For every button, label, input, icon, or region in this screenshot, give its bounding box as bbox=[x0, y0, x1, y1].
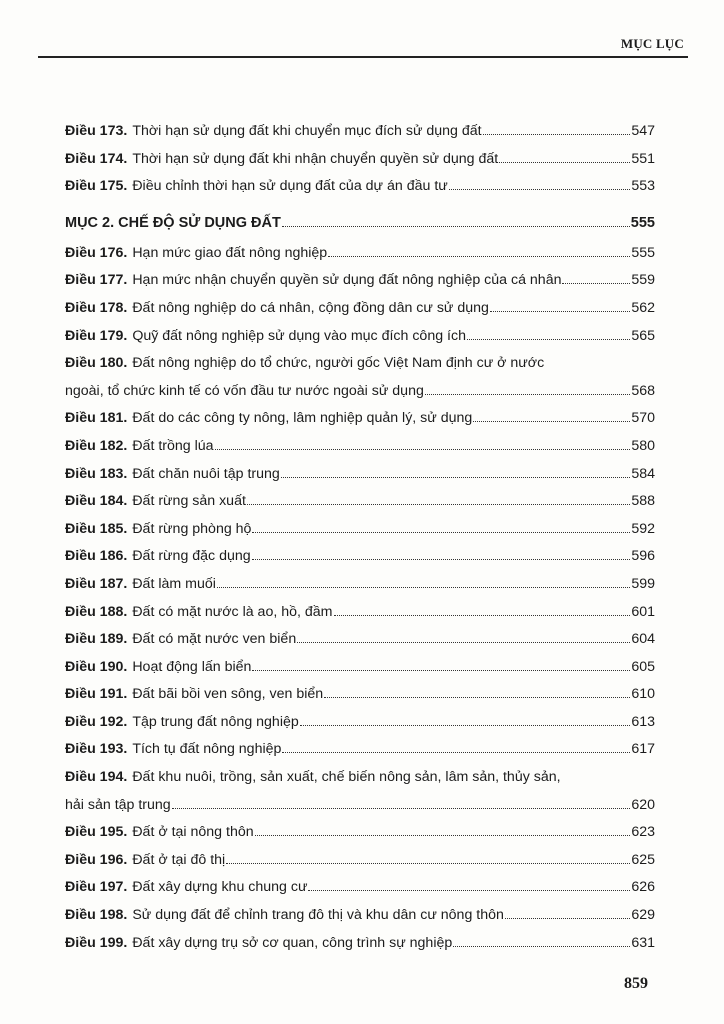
toc-entry[interactable] bbox=[65, 146, 655, 174]
toc-entry-180[interactable] bbox=[65, 350, 655, 405]
entry-label: Điều 174. bbox=[65, 150, 128, 167]
entry-label: Điều 198. bbox=[65, 907, 128, 924]
entry-page: 620 bbox=[631, 796, 655, 813]
toc-entry[interactable] bbox=[65, 902, 655, 930]
dot-leader bbox=[308, 889, 630, 891]
entry-page: 588 bbox=[631, 493, 655, 510]
entry-page: 570 bbox=[631, 410, 655, 427]
entry-title: Đất bãi bồi ven sông, ven biển bbox=[132, 686, 324, 703]
entry-label: Điều 199. bbox=[65, 934, 128, 951]
entry-title: Đất trồng lúa bbox=[132, 437, 214, 454]
entry-page: 562 bbox=[631, 299, 655, 316]
toc-entry[interactable] bbox=[65, 267, 655, 295]
entry-label: Điều 197. bbox=[65, 879, 128, 896]
entry-title: Tập trung đất nông nghiệp bbox=[132, 713, 299, 730]
dot-leader bbox=[252, 531, 630, 533]
toc-entry[interactable] bbox=[65, 461, 655, 489]
entry-label: Điều 184. bbox=[65, 493, 128, 510]
toc-entry[interactable] bbox=[65, 488, 655, 516]
entry-page: 592 bbox=[631, 520, 655, 537]
entry-title: Đất rừng đặc dụng bbox=[132, 548, 251, 565]
entry-title: Hạn mức giao đất nông nghiệp bbox=[132, 244, 328, 261]
entry-label: Điều 182. bbox=[65, 437, 128, 454]
toc-entry[interactable] bbox=[65, 543, 655, 571]
entry-label: Điều 194. bbox=[65, 769, 128, 786]
toc-entry[interactable] bbox=[65, 571, 655, 599]
entry-label: Điều 179. bbox=[65, 327, 128, 344]
entry-title: Thời hạn sử dụng đất khi chuyển mục đích sử dụng đất bbox=[132, 123, 482, 139]
entry-label: Điều 175. bbox=[65, 178, 128, 195]
dot-leader bbox=[297, 641, 630, 643]
section-title: MỤC 2. CHẾ ĐỘ SỬ DỤNG ĐẤT bbox=[65, 214, 281, 231]
entry-label: Điều 178. bbox=[65, 299, 128, 316]
entry-label: Điều 192. bbox=[65, 713, 128, 730]
entry-label: Điều 190. bbox=[65, 658, 128, 675]
entry-label: Điều 185. bbox=[65, 520, 128, 537]
toc-section-heading[interactable] bbox=[65, 207, 655, 240]
entry-label: Điều 188. bbox=[65, 603, 128, 620]
entry-title-line1: Đất nông nghiệp do tổ chức, người gốc Việt Nam định cư ở nước bbox=[132, 355, 545, 372]
table-of-contents bbox=[65, 118, 655, 957]
entry-title: Tích tụ đất nông nghiệp bbox=[132, 741, 282, 758]
entry-label: Điều 181. bbox=[65, 410, 128, 427]
entry-title: Sử dụng đất để chỉnh trang đô thị và khu dân cư nông thôn bbox=[132, 907, 504, 924]
entry-title-line2: ngoài, tổ chức kinh tế có vốn đầu tư nước ngoài sử dụng bbox=[65, 382, 424, 399]
page-number: 859 bbox=[624, 975, 648, 992]
entry-title: Đất rừng sản xuất bbox=[132, 493, 246, 510]
entry-page: 613 bbox=[631, 713, 655, 730]
dot-leader bbox=[300, 724, 631, 726]
toc-entry[interactable] bbox=[65, 681, 655, 709]
entry-label: Điều 191. bbox=[65, 686, 128, 703]
entry-title: Đất làm muối bbox=[132, 575, 216, 592]
entry-label: Điều 186. bbox=[65, 548, 128, 565]
dot-leader bbox=[247, 503, 630, 505]
entry-page: 565 bbox=[631, 327, 655, 344]
entry-page: 555 bbox=[631, 244, 655, 261]
dot-leader bbox=[282, 225, 630, 227]
dot-leader bbox=[281, 476, 631, 478]
dot-leader bbox=[453, 945, 630, 947]
dot-leader bbox=[490, 310, 630, 312]
entry-title: Đất nông nghiệp do cá nhân, cộng đồng dân cư sử dụng bbox=[132, 299, 489, 316]
entry-page: 601 bbox=[631, 603, 655, 620]
dot-leader bbox=[324, 696, 630, 698]
entry-page: 625 bbox=[631, 851, 655, 868]
entry-title: Hoạt động lấn biển bbox=[132, 658, 252, 675]
entry-page: 547 bbox=[631, 123, 655, 139]
toc-entry[interactable] bbox=[65, 847, 655, 875]
entry-label: Điều 183. bbox=[65, 465, 128, 482]
dot-leader bbox=[215, 448, 631, 450]
entry-page: 580 bbox=[631, 437, 655, 454]
header-rule bbox=[38, 56, 688, 58]
entry-page: 631 bbox=[631, 934, 655, 951]
entry-label: Điều 189. bbox=[65, 631, 128, 648]
dot-leader bbox=[252, 558, 631, 560]
toc-entry[interactable] bbox=[65, 709, 655, 737]
entry-page: 553 bbox=[631, 178, 655, 195]
toc-entry[interactable] bbox=[65, 736, 655, 764]
entry-label: Điều 196. bbox=[65, 851, 128, 868]
toc-entry[interactable] bbox=[65, 819, 655, 847]
entry-label: Điều 193. bbox=[65, 741, 128, 758]
toc-entry[interactable] bbox=[65, 930, 655, 958]
entry-title: Đất có mặt nước ven biển bbox=[132, 631, 297, 648]
entry-page: 626 bbox=[631, 879, 655, 896]
toc-entry[interactable] bbox=[65, 118, 655, 146]
entry-title: Đất ở tại đô thị bbox=[132, 851, 226, 868]
entry-title-line2: hải sản tập trung bbox=[65, 796, 171, 813]
entry-label: Điều 195. bbox=[65, 824, 128, 841]
dot-leader bbox=[449, 188, 631, 190]
entry-page: 623 bbox=[631, 824, 655, 841]
toc-entry[interactable] bbox=[65, 516, 655, 544]
dot-leader bbox=[499, 161, 630, 163]
dot-leader bbox=[562, 282, 630, 284]
entry-title: Đất ở tại nông thôn bbox=[132, 824, 254, 841]
entry-page: 610 bbox=[631, 686, 655, 703]
entry-title-line1: Đất khu nuôi, trồng, sản xuất, chế biến nông sản, lâm sản, thủy sản, bbox=[132, 769, 561, 786]
entry-title: Đất xây dựng trụ sở cơ quan, công trình sự nghiệp bbox=[132, 934, 453, 951]
entry-page: 551 bbox=[631, 150, 655, 167]
dot-leader bbox=[328, 255, 630, 257]
toc-entry[interactable] bbox=[65, 654, 655, 682]
entry-label: Điều 173. bbox=[65, 123, 128, 139]
entry-page: 599 bbox=[631, 575, 655, 592]
entry-label: Điều 187. bbox=[65, 575, 128, 592]
toc-entry[interactable] bbox=[65, 405, 655, 433]
dot-leader bbox=[334, 614, 631, 616]
entry-page: 584 bbox=[631, 465, 655, 482]
toc-entry[interactable] bbox=[65, 173, 655, 201]
dot-leader bbox=[473, 420, 630, 422]
dot-leader bbox=[255, 834, 631, 836]
dot-leader bbox=[483, 133, 631, 135]
entry-title: Thời hạn sử dụng đất khi nhận chuyển quyền sử dụng đất bbox=[132, 150, 499, 167]
dot-leader bbox=[425, 393, 630, 395]
toc-entry[interactable] bbox=[65, 295, 655, 323]
toc-entry[interactable] bbox=[65, 240, 655, 268]
toc-entry[interactable] bbox=[65, 874, 655, 902]
entry-page: 629 bbox=[631, 907, 655, 924]
toc-entry-194[interactable] bbox=[65, 764, 655, 819]
dot-leader bbox=[217, 586, 630, 588]
entry-title: Quỹ đất nông nghiệp sử dụng vào mục đích công ích bbox=[132, 327, 466, 344]
dot-leader bbox=[226, 862, 630, 864]
entry-label: Điều 180. bbox=[65, 355, 128, 372]
entry-page: 604 bbox=[631, 631, 655, 648]
entry-title: Đất do các công ty nông, lâm nghiệp quản lý, sử dụng bbox=[132, 410, 473, 427]
entry-page: 559 bbox=[631, 272, 655, 289]
entry-title: Đất rừng phòng hộ bbox=[132, 520, 252, 537]
entry-title: Đất chăn nuôi tập trung bbox=[132, 465, 280, 482]
dot-leader bbox=[172, 807, 631, 809]
toc-entry[interactable] bbox=[65, 626, 655, 654]
dot-leader bbox=[467, 338, 630, 340]
toc-entry[interactable] bbox=[65, 599, 655, 627]
entry-title: Hạn mức nhận chuyển quyền sử dụng đất nông nghiệp của cá nhân bbox=[132, 272, 562, 289]
section-page: 555 bbox=[630, 214, 655, 231]
entry-page: 605 bbox=[631, 658, 655, 675]
running-header: MỤC LỤC bbox=[620, 36, 684, 51]
dot-leader bbox=[252, 669, 630, 671]
entry-page: 596 bbox=[631, 548, 655, 565]
entry-page: 568 bbox=[631, 382, 655, 399]
entry-title: Đất xây dựng khu chung cư bbox=[132, 879, 308, 896]
entry-title: Đất có mặt nước là ao, hồ, đầm bbox=[132, 603, 333, 620]
toc-entry[interactable] bbox=[65, 433, 655, 461]
entry-title: Điều chỉnh thời hạn sử dụng đất của dự án đầu tư bbox=[132, 178, 448, 195]
entry-page: 617 bbox=[631, 741, 655, 758]
toc-entry[interactable] bbox=[65, 323, 655, 351]
entry-label: Điều 177. bbox=[65, 272, 128, 289]
entry-label: Điều 176. bbox=[65, 244, 128, 261]
dot-leader bbox=[282, 751, 630, 753]
dot-leader bbox=[505, 917, 630, 919]
